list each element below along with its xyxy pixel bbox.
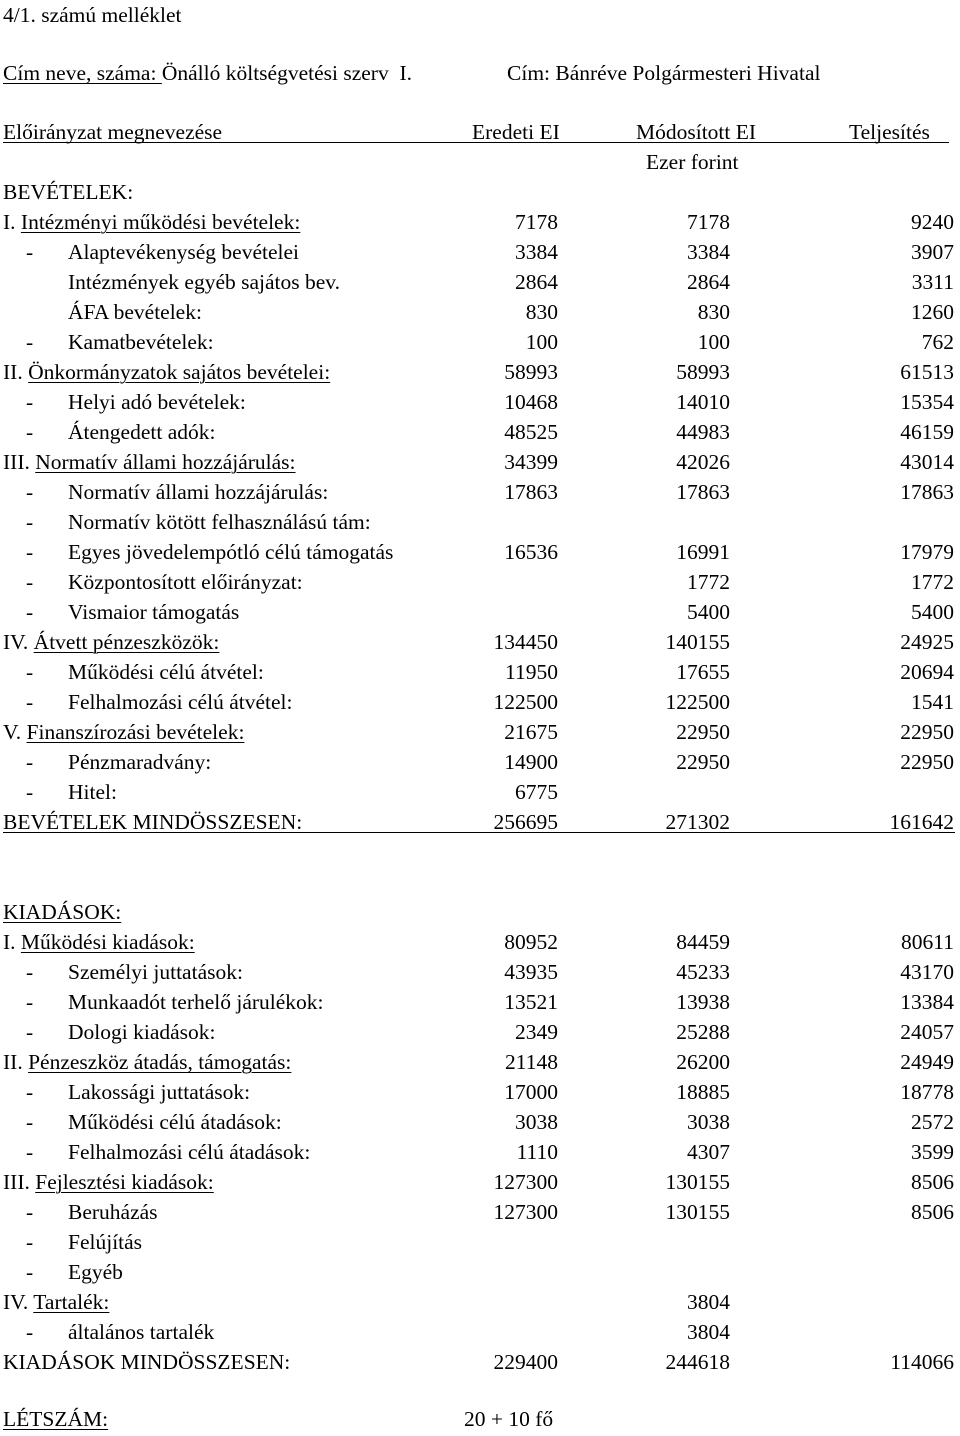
row-label [3, 1047, 291, 1077]
table-row [0, 447, 960, 477]
row-actual: 8506 [911, 1170, 954, 1194]
row-original: 127300 [493, 1170, 558, 1194]
row-dash: - [26, 1230, 34, 1254]
column-header-modified: Módosított EI [636, 120, 757, 144]
row-original: 17863 [504, 480, 558, 504]
row-label-text: Normatív kötött felhasználású tám: [68, 510, 371, 534]
row-label-text: Egyes jövedelempótló célú támogatás [68, 540, 394, 564]
row-actual: 762 [921, 330, 954, 354]
column-header-item: Előirányzat megnevezése [3, 120, 223, 144]
table-row [0, 717, 960, 747]
row-actual: 61513 [900, 360, 954, 384]
table-row [0, 387, 960, 417]
row-label-text: Hitel: [68, 780, 117, 804]
expense-total-row [0, 1347, 960, 1377]
institution-line [0, 58, 960, 88]
row-modified: 22950 [676, 720, 730, 744]
row-label-text: Felhalmozási célú átadások: [68, 1140, 311, 1164]
row-modified: 3038 [687, 1110, 730, 1134]
row-dash: - [26, 780, 34, 804]
row-dash: - [26, 960, 34, 984]
table-row [0, 1317, 960, 1347]
table-row [0, 597, 960, 627]
institution-address: Cím: Bánréve Polgármesteri Hivatal [507, 61, 821, 85]
row-modified: 22950 [676, 750, 730, 774]
institution-name [3, 58, 412, 88]
table-row [0, 1047, 960, 1077]
row-dash: - [26, 990, 34, 1014]
row-modified: 42026 [676, 450, 730, 474]
row-dash: - [26, 600, 34, 624]
row-modified: 830 [697, 300, 730, 324]
row-label [3, 207, 300, 237]
row-label-text: Intézmények egyéb sajátos bev. [68, 270, 341, 294]
row-label-text: Tartalék: [33, 1290, 110, 1314]
row-original: 3038 [515, 1110, 558, 1134]
row-modified: 122500 [665, 690, 730, 714]
row-roman: III. [3, 450, 30, 474]
row-original: 21148 [505, 1050, 558, 1074]
row-dash: - [26, 660, 34, 684]
row-original: 14900 [504, 750, 558, 774]
row-dash: - [26, 1110, 34, 1134]
row-original: 11950 [505, 660, 558, 684]
row-modified: 3804 [687, 1320, 730, 1344]
row-label-text: Pénzmaradvány: [68, 750, 212, 774]
row-dash: - [26, 1260, 34, 1284]
column-header-rule [3, 142, 949, 143]
row-label [3, 357, 330, 387]
row-label-text: általános tartalék [68, 1320, 215, 1344]
headcount-label: LÉTSZÁM: [3, 1407, 109, 1431]
row-original: 127300 [493, 1200, 558, 1224]
table-row [0, 1167, 960, 1197]
row-dash: - [26, 510, 34, 534]
table-row [0, 1197, 960, 1227]
row-original: 10468 [504, 390, 558, 414]
row-label-text: Normatív állami hozzájárulás: [35, 450, 296, 474]
table-row [0, 687, 960, 717]
row-dash: - [26, 330, 34, 354]
table-row [0, 417, 960, 447]
row-original: 43935 [504, 960, 558, 984]
row-label [3, 1287, 109, 1317]
row-original: 6775 [515, 780, 558, 804]
row-modified: 16991 [676, 540, 730, 564]
table-row [0, 1017, 960, 1047]
row-original: 13521 [504, 990, 558, 1014]
row-original: 16536 [504, 540, 558, 564]
row-actual: 5400 [911, 600, 954, 624]
row-actual: 1260 [911, 300, 954, 324]
row-actual: 43170 [900, 960, 954, 984]
row-roman: II. [3, 1050, 23, 1074]
row-actual: 17979 [900, 540, 954, 564]
unit-row [0, 147, 960, 177]
row-original: 34399 [504, 450, 558, 474]
row-original: 122500 [493, 690, 558, 714]
row-modified: 14010 [676, 390, 730, 414]
table-row [0, 1257, 960, 1287]
table-row [0, 927, 960, 957]
row-actual: 18778 [900, 1080, 954, 1104]
row-modified: 84459 [676, 930, 730, 954]
row-roman: V. [3, 720, 22, 744]
row-label-text: Intézményi működési bevételek: [20, 210, 301, 234]
row-label-text: Egyéb [68, 1260, 123, 1284]
revenue-heading: BEVÉTELEK: [3, 180, 134, 204]
row-actual: 24925 [900, 630, 954, 654]
row-label-text: Lakossági juttatások: [68, 1080, 251, 1104]
table-row [0, 1107, 960, 1137]
table-row [0, 1227, 960, 1257]
row-original: 2864 [515, 270, 558, 294]
row-roman: III. [3, 1170, 30, 1194]
row-actual: 3599 [911, 1140, 954, 1164]
row-label-text: Fejlesztési kiadások: [35, 1170, 214, 1194]
row-label-text: Átengedett adók: [68, 420, 216, 444]
row-label-text: Működési kiadások: [20, 930, 195, 954]
row-roman: IV. [3, 1290, 29, 1314]
appendix-line [0, 0, 960, 30]
row-modified: 3384 [687, 240, 730, 264]
row-roman: I. [3, 210, 16, 234]
row-modified: 100 [697, 330, 730, 354]
row-label-text: ÁFA bevételek: [68, 300, 202, 324]
row-label-text: Pénzeszköz átadás, támogatás: [28, 1050, 292, 1074]
row-dash: - [26, 540, 34, 564]
row-actual: 13384 [900, 990, 954, 1014]
row-original: 17000 [504, 1080, 558, 1104]
row-actual: 80611 [901, 930, 954, 954]
row-actual: 20694 [900, 660, 954, 684]
row-actual: 2572 [911, 1110, 954, 1134]
row-dash: - [26, 690, 34, 714]
row-modified: 18885 [676, 1080, 730, 1104]
row-modified: 13938 [676, 990, 730, 1014]
appendix-number: 4/1. számú melléklet [3, 3, 182, 27]
row-modified: 44983 [676, 420, 730, 444]
row-roman: IV. [3, 630, 29, 654]
row-modified: 3804 [687, 1290, 730, 1314]
table-row [0, 957, 960, 987]
table-row [0, 477, 960, 507]
row-actual: 22950 [900, 750, 954, 774]
table-row [0, 627, 960, 657]
expense-total-modified: 244618 [665, 1350, 730, 1374]
expense-total-actual: 114066 [890, 1350, 954, 1374]
row-label-text: Vismaior támogatás [68, 600, 240, 624]
row-label-text: Munkaadót terhelő járulékok: [68, 990, 324, 1014]
table-row [0, 207, 960, 237]
row-modified: 26200 [676, 1050, 730, 1074]
row-label [3, 717, 244, 747]
table-row [0, 327, 960, 357]
row-dash: - [26, 1020, 34, 1044]
row-label [3, 927, 195, 957]
column-header-actual: Teljesítés [849, 120, 930, 144]
row-original: 21675 [504, 720, 558, 744]
row-dash: - [26, 480, 34, 504]
row-roman: II. [3, 360, 23, 384]
row-dash: - [26, 1140, 34, 1164]
row-modified: 7178 [687, 210, 730, 234]
row-label-text: Átvett pénzeszközök: [33, 630, 220, 654]
row-modified: 2864 [687, 270, 730, 294]
row-actual: 8506 [911, 1200, 954, 1224]
table-row [0, 537, 960, 567]
expense-heading-row [0, 897, 960, 927]
row-label-text: Önkormányzatok sajátos bevételei: [28, 360, 331, 384]
row-original: 830 [525, 300, 558, 324]
row-modified: 5400 [687, 600, 730, 624]
table-row [0, 237, 960, 267]
row-label-text: Működési célú átadások: [68, 1110, 282, 1134]
table-row [0, 1137, 960, 1167]
table-row [0, 1287, 960, 1317]
row-actual: 46159 [900, 420, 954, 444]
row-original: 1110 [516, 1140, 558, 1164]
revenue-total-label: BEVÉTELEK MINDÖSSZESEN: [3, 810, 303, 834]
row-actual: 1772 [911, 570, 954, 594]
row-modified: 45233 [676, 960, 730, 984]
row-original: 100 [525, 330, 558, 354]
row-label-text: Működési célú átvétel: [68, 660, 264, 684]
expense-heading: KIADÁSOK: [3, 900, 122, 924]
institution-name-label: Cím neve, száma: [3, 61, 162, 85]
row-label [3, 447, 296, 477]
row-actual: 3907 [911, 240, 954, 264]
row-label [3, 1167, 214, 1197]
row-modified: 130155 [665, 1170, 730, 1194]
row-dash: - [26, 390, 34, 414]
row-dash: - [26, 420, 34, 444]
revenue-heading-row [0, 177, 960, 207]
row-actual: 43014 [900, 450, 954, 474]
row-label-text: Helyi adó bevételek: [68, 390, 246, 414]
row-label [3, 627, 219, 657]
row-original: 134450 [493, 630, 558, 654]
row-modified: 140155 [665, 630, 730, 654]
row-label-text: Személyi juttatások: [68, 960, 243, 984]
row-modified: 58993 [676, 360, 730, 384]
row-modified: 1772 [687, 570, 730, 594]
row-dash: - [26, 240, 34, 264]
row-actual: 17863 [900, 480, 954, 504]
row-actual: 3311 [911, 270, 954, 294]
row-dash: - [26, 750, 34, 774]
row-label-text: Kamatbevételek: [68, 330, 214, 354]
row-actual: 9240 [911, 210, 954, 234]
row-dash: - [26, 1080, 34, 1104]
row-label-text: Központosított előirányzat: [68, 570, 303, 594]
table-row [0, 297, 960, 327]
row-original: 7178 [515, 210, 558, 234]
row-actual: 1541 [911, 690, 954, 714]
headcount-value: 20 + 10 fő [464, 1407, 554, 1431]
revenue-total-modified: 271302 [665, 810, 730, 834]
row-dash: - [26, 1200, 34, 1224]
row-original: 3384 [515, 240, 558, 264]
row-label-text: Felújítás [68, 1230, 143, 1254]
institution-name-value: Önálló költségvetési szerv I. [161, 61, 412, 85]
table-row [0, 1077, 960, 1107]
expense-total-original: 229400 [493, 1350, 558, 1374]
expense-total-label: KIADÁSOK MINDÖSSZESEN: [3, 1350, 291, 1374]
row-label-text: Finanszírozási bevételek: [26, 720, 245, 744]
row-modified: 25288 [676, 1020, 730, 1044]
row-modified: 17863 [676, 480, 730, 504]
revenue-total-actual: 161642 [889, 810, 954, 834]
column-header-original: Eredeti EI [472, 120, 560, 144]
row-dash: - [26, 1320, 34, 1344]
row-label-text: Dologi kiadások: [68, 1020, 216, 1044]
row-actual: 24949 [900, 1050, 954, 1074]
table-row [0, 657, 960, 687]
table-row [0, 267, 960, 297]
row-label-text: Normatív állami hozzájárulás: [68, 480, 329, 504]
row-modified: 130155 [665, 1200, 730, 1224]
unit-label: Ezer forint [646, 150, 739, 174]
row-modified: 17655 [676, 660, 730, 684]
row-actual: 22950 [900, 720, 954, 744]
row-label-text: Beruházás [68, 1200, 158, 1224]
row-actual: 24057 [900, 1020, 954, 1044]
row-modified: 4307 [687, 1140, 730, 1164]
table-row [0, 567, 960, 597]
row-label-text: Alaptevékenység bevételei [68, 240, 300, 264]
table-row [0, 747, 960, 777]
row-original: 58993 [504, 360, 558, 384]
table-row [0, 357, 960, 387]
row-actual: 15354 [900, 390, 954, 414]
row-label-text: Felhalmozási célú átvétel: [68, 690, 293, 714]
row-dash: - [26, 570, 34, 594]
row-original: 2349 [515, 1020, 558, 1044]
revenue-total-rule [3, 832, 955, 833]
table-row [0, 777, 960, 807]
table-row [0, 507, 960, 537]
revenue-total-original: 256695 [493, 810, 558, 834]
row-original: 80952 [504, 930, 558, 954]
headcount-row [0, 1404, 960, 1434]
row-original: 48525 [504, 420, 558, 444]
row-roman: I. [3, 930, 16, 954]
table-row [0, 987, 960, 1017]
